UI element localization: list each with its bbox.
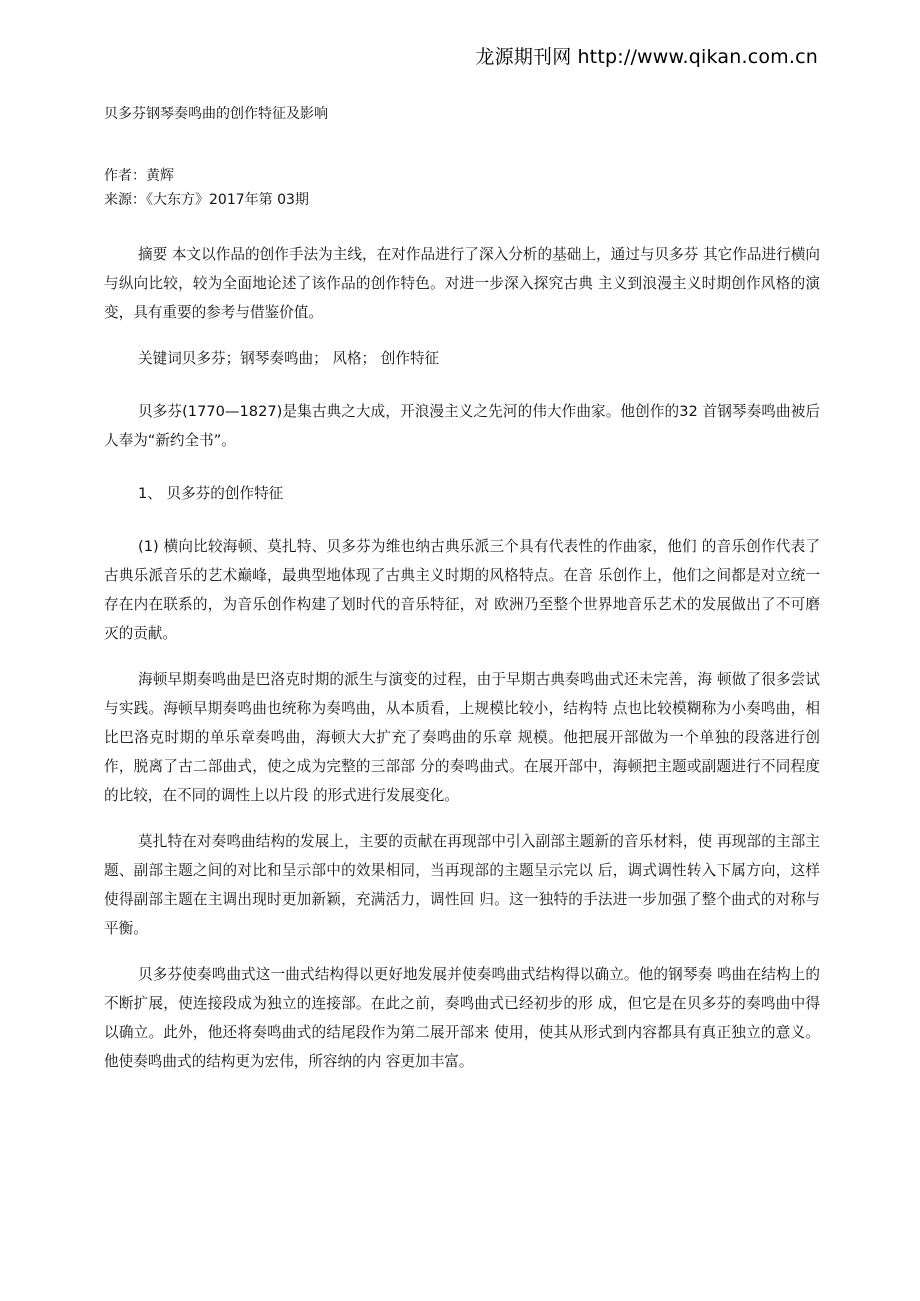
section-heading: 1、 贝多芬的创作特征 (138, 485, 284, 502)
article-meta (104, 164, 820, 212)
keywords-line: 关键词贝多芬；钢琴奏鸣曲； 风格； 创作特征 (138, 350, 440, 367)
source-line: 来源：《大东方》2017年第 03期 (104, 192, 309, 208)
body-paragraph: (1) 横向比较海顿、莫扎特、贝多芬为维也纳古典乐派三个具有代表性的作曲家，他们 的音乐创作代表了古典乐派音乐的艺术巅峰，最典型地体现了古典主义时期的风格特点。在音 乐创作上，他们之间都是对立统一存在内在联系的，为音乐创作构建了划时代的音乐特征，对 欧洲乃至整个世界地音乐艺术的发展做出了不可磨灭的贡献。 (104, 538, 820, 642)
site-header (475, 42, 818, 69)
intro-paragraph: 贝多芬(1770—1827)是集古典之大成，开浪漫主义之先河的伟大作曲家。他创作的32 首钢琴奏鸣曲被后人奉为“新约全书”。 (104, 403, 820, 449)
body-paragraph: 海顿早期奏鸣曲是巴洛克时期的派生与演变的过程，由于早期古典奏鸣曲式还未完善，海 顿做了很多尝试与实践。海顿早期奏鸣曲也统称为奏鸣曲，从本质看，上规模比较小，结构特 点也比较模糊称为小奏鸣曲，相比巴洛克时期的单乐章奏鸣曲，海顿大大扩充了奏鸣曲的乐章 规模。他把展开部做为一个单独的段落进行创作，脱离了古二部曲式，使之成为完整的三部部 分的奏鸣曲式。在展开部中，海顿把主题或副题进行不同程度的比较，在不同的调性上以片段 的形式进行发展变化。 (104, 671, 820, 804)
abstract-paragraph: 摘要 本文以作品的创作手法为主线，在对作品进行了深入分析的基础上，通过与贝多芬 其它作品进行横向与纵向比较，较为全面地论述了该作品的创作特色。对进一步深入探究古典 主义到浪漫主义时期创作风格的演变，具有重要的参考与借鉴价值。 (104, 246, 820, 321)
site-url[interactable]: http://www.qikan.com.cn (577, 46, 818, 68)
article-body (104, 104, 820, 1076)
body-paragraph: 贝多芬使奏鸣曲式这一曲式结构得以更好地发展并使奏鸣曲式结构得以确立。他的钢琴奏 鸣曲在结构上的不断扩展，使连接段成为独立的连接部。在此之前，奏鸣曲式已经初步的形 成，但它是在贝多芬的奏鸣曲中得以确立。此外，他还将奏鸣曲式的结尾段作为第二展开部来 使用，使其从形式到内容都具有真正独立的意义。他使奏鸣曲式的结构更为宏伟，所容纳的内 容更加丰富。 (104, 966, 820, 1070)
article-title: 贝多芬钢琴奏鸣曲的创作特征及影响 (104, 106, 328, 122)
site-name: 龙源期刊网 (475, 46, 572, 68)
author-line: 作者：黄辉 (104, 168, 174, 184)
body-paragraph: 莫扎特在对奏鸣曲结构的发展上，主要的贡献在再现部中引入副部主题新的音乐材料，使 再现部的主部主题、副部主题之间的对比和呈示部中的效果相同，当再现部的主题呈示完以 后，调式调性转入下属方向，这样使得副部主题在主调出现时更加新颖，充满活力，调性回 归。这一独特的手法进一步加强了整个曲式的对称与平衡。 (104, 833, 820, 937)
